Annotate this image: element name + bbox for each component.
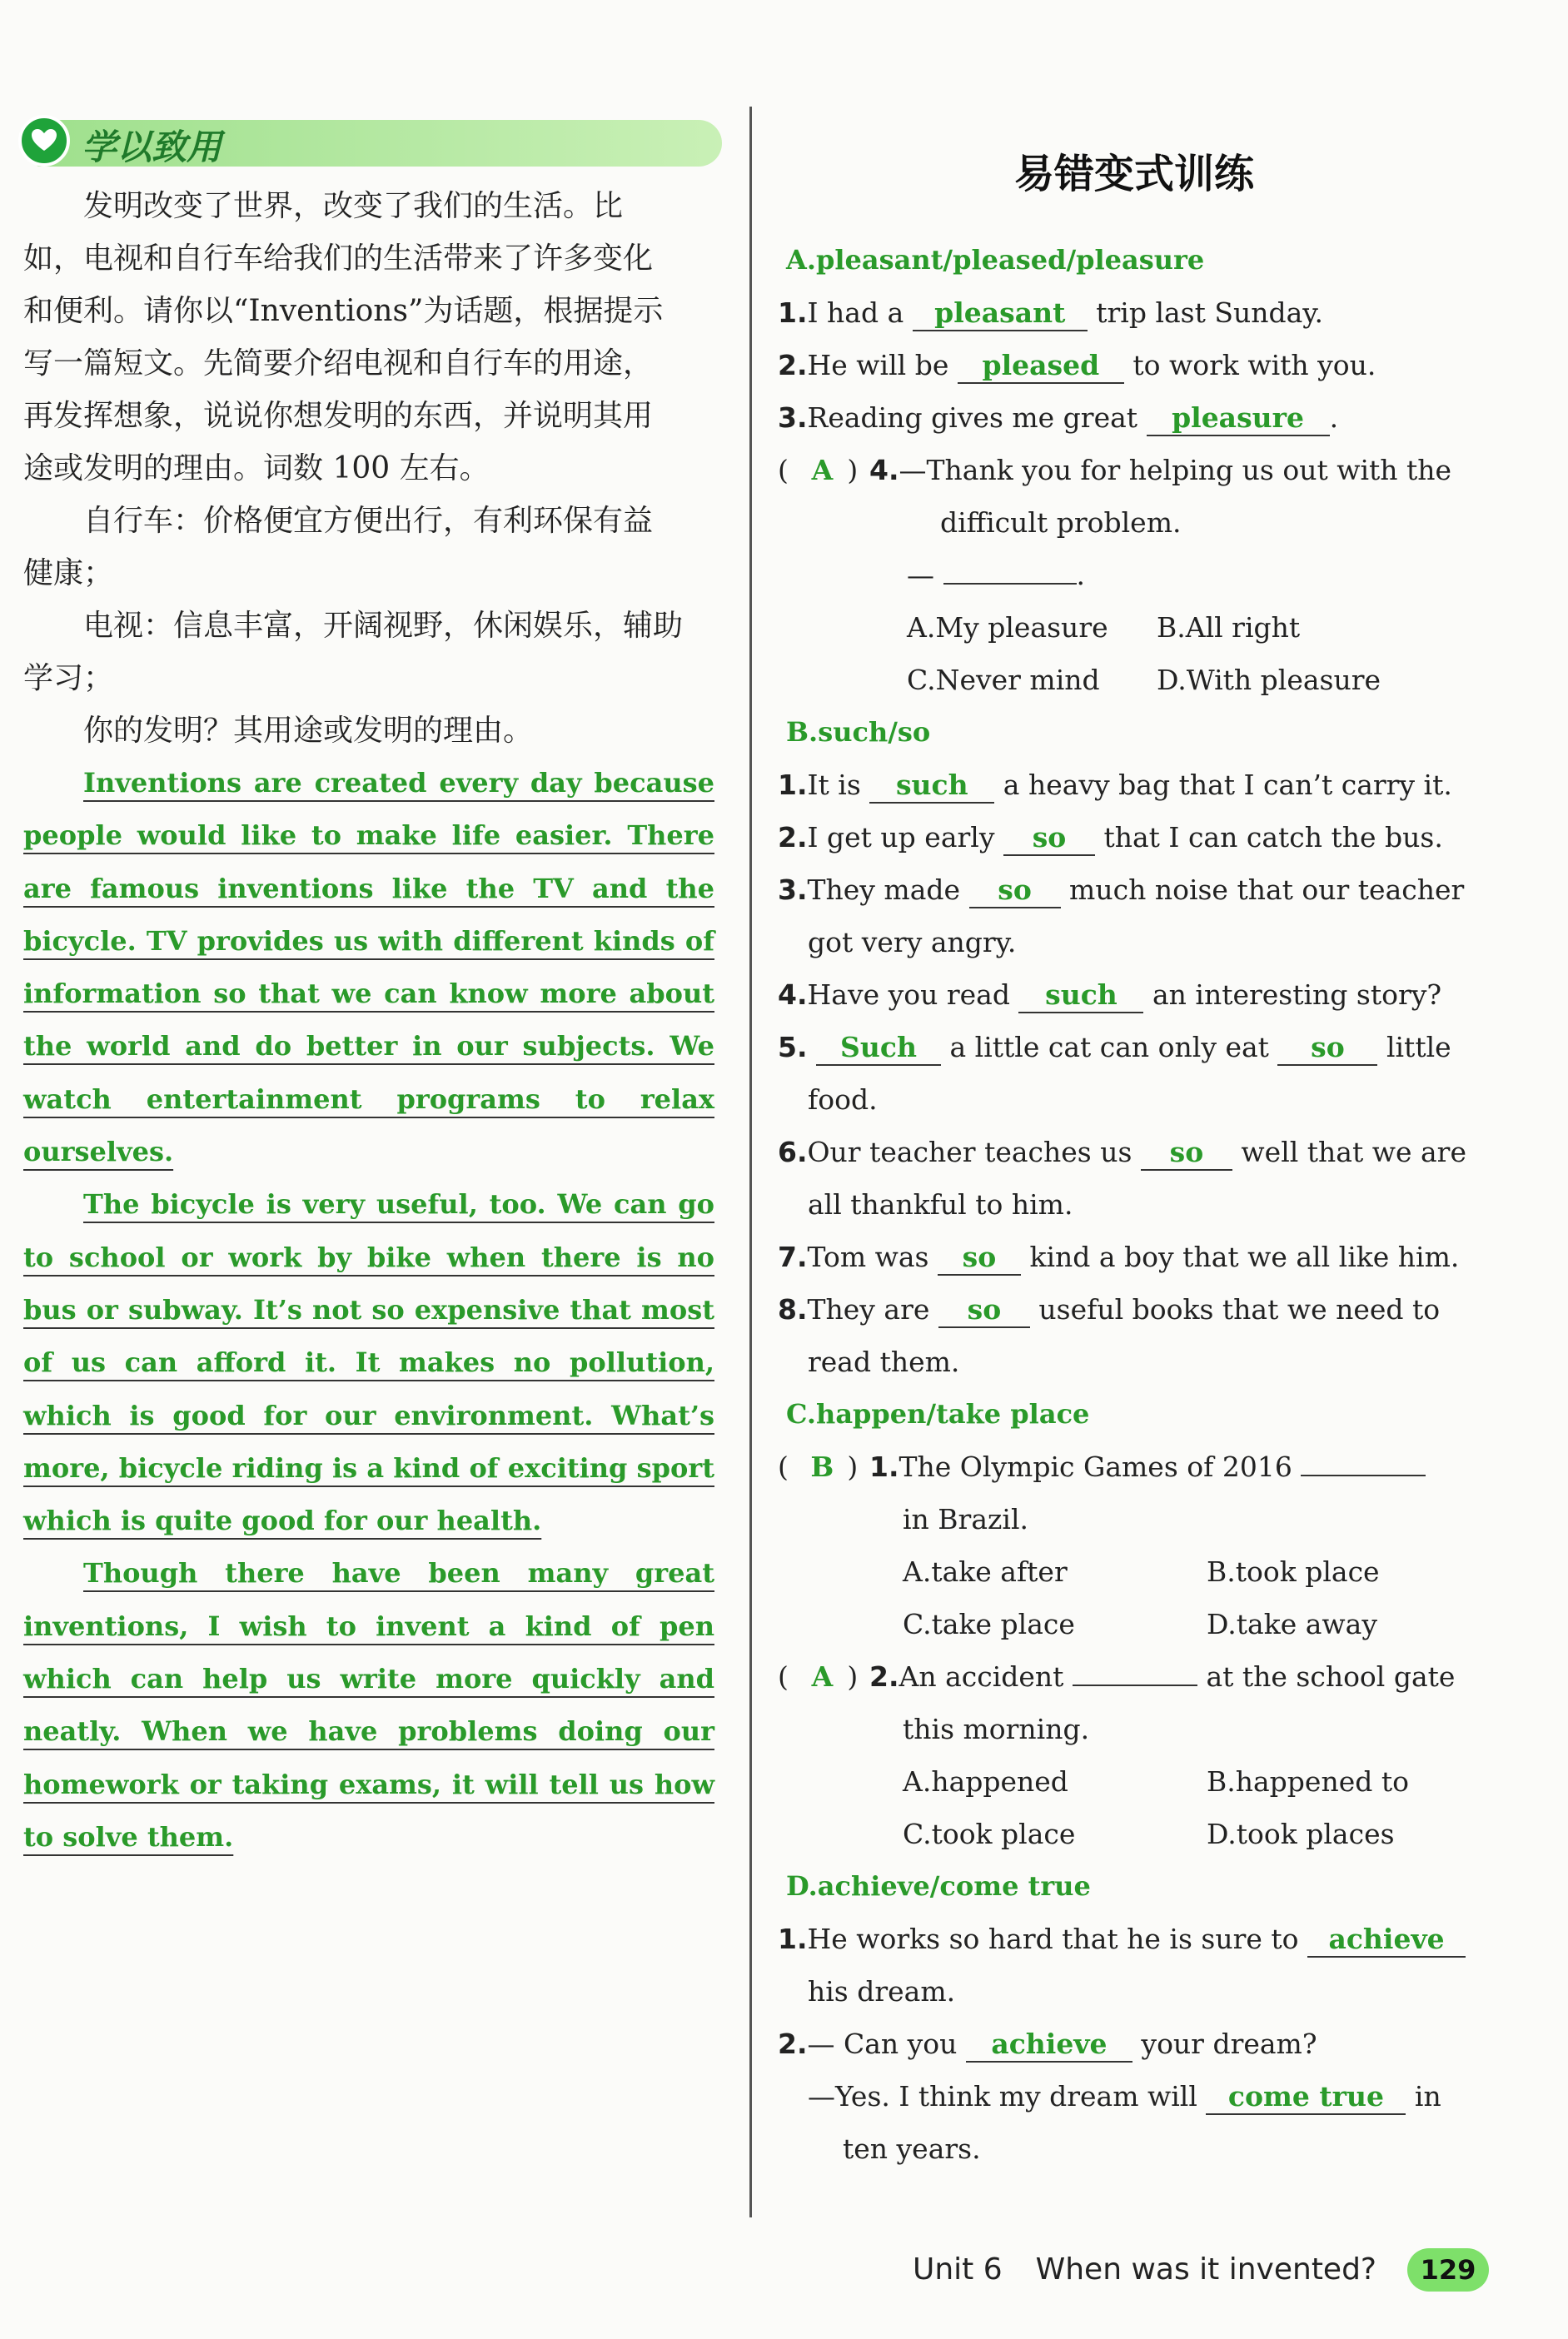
unit-title: When was it invented?: [1035, 2252, 1377, 2287]
question-d2: 2.— Can you achieve your dream?: [778, 2018, 1491, 2070]
answer-blank[interactable]: so: [938, 1293, 1030, 1328]
banner-title: 学以致用: [82, 127, 222, 167]
question-b6: 6.Our teacher teaches us so well that we are: [778, 1126, 1491, 1178]
hint-bike: 自行车：价格便宜方便出行，有利环保有益: [83, 504, 654, 538]
question-b4: 4.Have you read such an interesting story?: [778, 968, 1491, 1021]
answer-blank[interactable]: so: [1277, 1031, 1377, 1066]
answer-blank[interactable]: [1301, 1475, 1426, 1476]
option[interactable]: D.With pleasure: [1157, 664, 1381, 696]
question-b8: 8.They are so useful books that we need to: [778, 1283, 1491, 1336]
page-footer: [913, 2252, 1376, 2287]
answer-blank[interactable]: pleasure: [1147, 401, 1330, 436]
options-row: [778, 1545, 1491, 1598]
question-a3: 3.Reading gives me great pleasure .: [778, 391, 1491, 444]
answer-blank[interactable]: achieve: [966, 2028, 1132, 2063]
question-c2: ( A ) 2.An accident at the school gate: [778, 1650, 1491, 1703]
question-text: all thankful to him.: [808, 1188, 1073, 1221]
option[interactable]: C.take place: [903, 1608, 1075, 1640]
question-text: — .: [907, 559, 1085, 591]
question-b1: 1.It is such a heavy bag that I can’t carry it.: [778, 759, 1491, 811]
options-row: [778, 601, 1491, 654]
option[interactable]: B.happened to: [1207, 1765, 1409, 1798]
option[interactable]: B.took place: [1207, 1555, 1380, 1588]
question-d1: 1.He works so hard that he is sure to achieve: [778, 1913, 1491, 1965]
question-text: read them.: [808, 1346, 960, 1378]
prompt-line: 发明改变了世界，改变了我们的生活。比: [83, 189, 624, 223]
writing-prompt: [0, 180, 724, 757]
question-text: difficult problem.: [940, 506, 1182, 539]
hint-tv-cont: 学习；: [23, 661, 114, 695]
question-text: his dream.: [808, 1975, 956, 2008]
essay-paragraph: The bicycle is very useful, too. We can go to school or work by bike when there is no bus or subway. It’s not so expensive that most of us can afford it. It makes no pollution, which is good for our environment. What’s more, bicycle riding is a kind of exciting sport which is quite good for our health.: [23, 1188, 714, 1537]
column-divider: [749, 107, 752, 2217]
options-row: [778, 1755, 1491, 1808]
left-column: [0, 115, 724, 1864]
question-c1: ( B ) 1.The Olympic Games of 2016: [778, 1441, 1491, 1493]
options-row: [778, 1808, 1491, 1860]
answer-blank[interactable]: so: [938, 1241, 1021, 1276]
prompt-line: 如，电视和自行车给我们的生活带来了许多变化: [23, 241, 654, 276]
section-b-heading: B.such/so: [786, 716, 931, 748]
question-text: in Brazil.: [903, 1503, 1028, 1535]
prompt-line: 途或发明的理由。词数 100 左右。: [23, 451, 490, 485]
answer-blank[interactable]: achieve: [1307, 1923, 1466, 1958]
prompt-line: 写一篇短文。先简要介绍电视和自行车的用途，: [23, 346, 654, 381]
answer-blank[interactable]: pleased: [958, 349, 1124, 384]
exercise-title: 易错变式训练: [1013, 151, 1254, 197]
page-number: 129: [1407, 2248, 1489, 2292]
question-b5: 5. Such a little cat can only eat so little: [778, 1021, 1491, 1073]
answer-blank[interactable]: [1073, 1685, 1197, 1686]
section-banner: [18, 115, 722, 173]
answer-blank[interactable]: such: [1018, 978, 1143, 1013]
options-row: [778, 654, 1491, 706]
sample-essay: [0, 757, 724, 1864]
right-column: [778, 142, 1491, 2175]
answer-blank[interactable]: Such: [816, 1031, 941, 1066]
question-text: this morning.: [903, 1713, 1090, 1745]
hint-bike-cont: 健康；: [23, 556, 114, 590]
prompt-line: 和便利。请你以“Inventions”为话题，根据提示: [23, 294, 664, 328]
answer-blank[interactable]: so: [1141, 1136, 1232, 1171]
question-a1: 1.I had a pleasant trip last Sunday.: [778, 286, 1491, 339]
question-b7: 7.Tom was so kind a boy that we all like him.: [778, 1231, 1491, 1283]
option[interactable]: B.All right: [1157, 611, 1301, 644]
essay-paragraph: Though there have been many great inventions, I wish to invent a kind of pen which can help us write more quickly and neatly. When we have problems doing our homework or taking exams, it will tell us how to solve them.: [23, 1557, 714, 1853]
option[interactable]: A.take after: [903, 1555, 1068, 1588]
question-text: food.: [808, 1083, 878, 1116]
question-b3: 3.They made so much noise that our teacher: [778, 863, 1491, 916]
answer-blank[interactable]: so: [969, 873, 1061, 908]
question-text: ten years.: [843, 2132, 981, 2165]
section-a-heading: A.pleasant/pleased/pleasure: [786, 244, 1205, 276]
answer-blank[interactable]: pleasant: [913, 296, 1088, 331]
hint-tv: 电视：信息丰富，开阔视野，休闲娱乐，辅助: [83, 609, 684, 643]
option[interactable]: D.took places: [1207, 1818, 1395, 1850]
answer-blank[interactable]: [943, 583, 1077, 585]
answer-blank[interactable]: so: [1003, 821, 1095, 856]
hint-invention: 你的发明？其用途或发明的理由。: [83, 714, 534, 748]
choice-answer[interactable]: A: [811, 454, 834, 486]
answer-blank[interactable]: come true: [1206, 2080, 1406, 2115]
section-c-heading: C.happen/take place: [786, 1398, 1090, 1430]
question-a4: ( A ) 4.—Thank you for helping us out with the: [778, 444, 1491, 496]
option[interactable]: C.Never mind: [907, 664, 1100, 696]
choice-answer[interactable]: B: [810, 1451, 834, 1483]
section-d-heading: D.achieve/come true: [786, 1870, 1091, 1902]
option[interactable]: C.took place: [903, 1818, 1076, 1850]
heart-icon: [18, 115, 70, 167]
essay-paragraph: Inventions are created every day because people would like to make life easier. There are famous inventions like the TV and the bicycle. TV provides us with different kinds of information so that we can know more about the world and do better in our subjects. We watch entertainment programs to relax ourselves.: [23, 767, 714, 1168]
question-text: got very angry.: [808, 926, 1017, 958]
option[interactable]: D.take away: [1207, 1608, 1377, 1640]
question-a2: 2.He will be pleased to work with you.: [778, 339, 1491, 391]
option[interactable]: A.My pleasure: [907, 611, 1108, 644]
unit-label: Unit 6: [913, 2252, 1003, 2287]
question-text: —Yes. I think my dream will come true in: [778, 2070, 1491, 2123]
option[interactable]: A.happened: [903, 1765, 1068, 1798]
question-b2: 2.I get up early so that I can catch the bus.: [778, 811, 1491, 863]
prompt-line: 再发挥想象，说说你想发明的东西，并说明其用: [23, 399, 654, 433]
answer-blank[interactable]: such: [869, 769, 994, 804]
options-row: [778, 1598, 1491, 1650]
choice-answer[interactable]: A: [811, 1660, 834, 1693]
